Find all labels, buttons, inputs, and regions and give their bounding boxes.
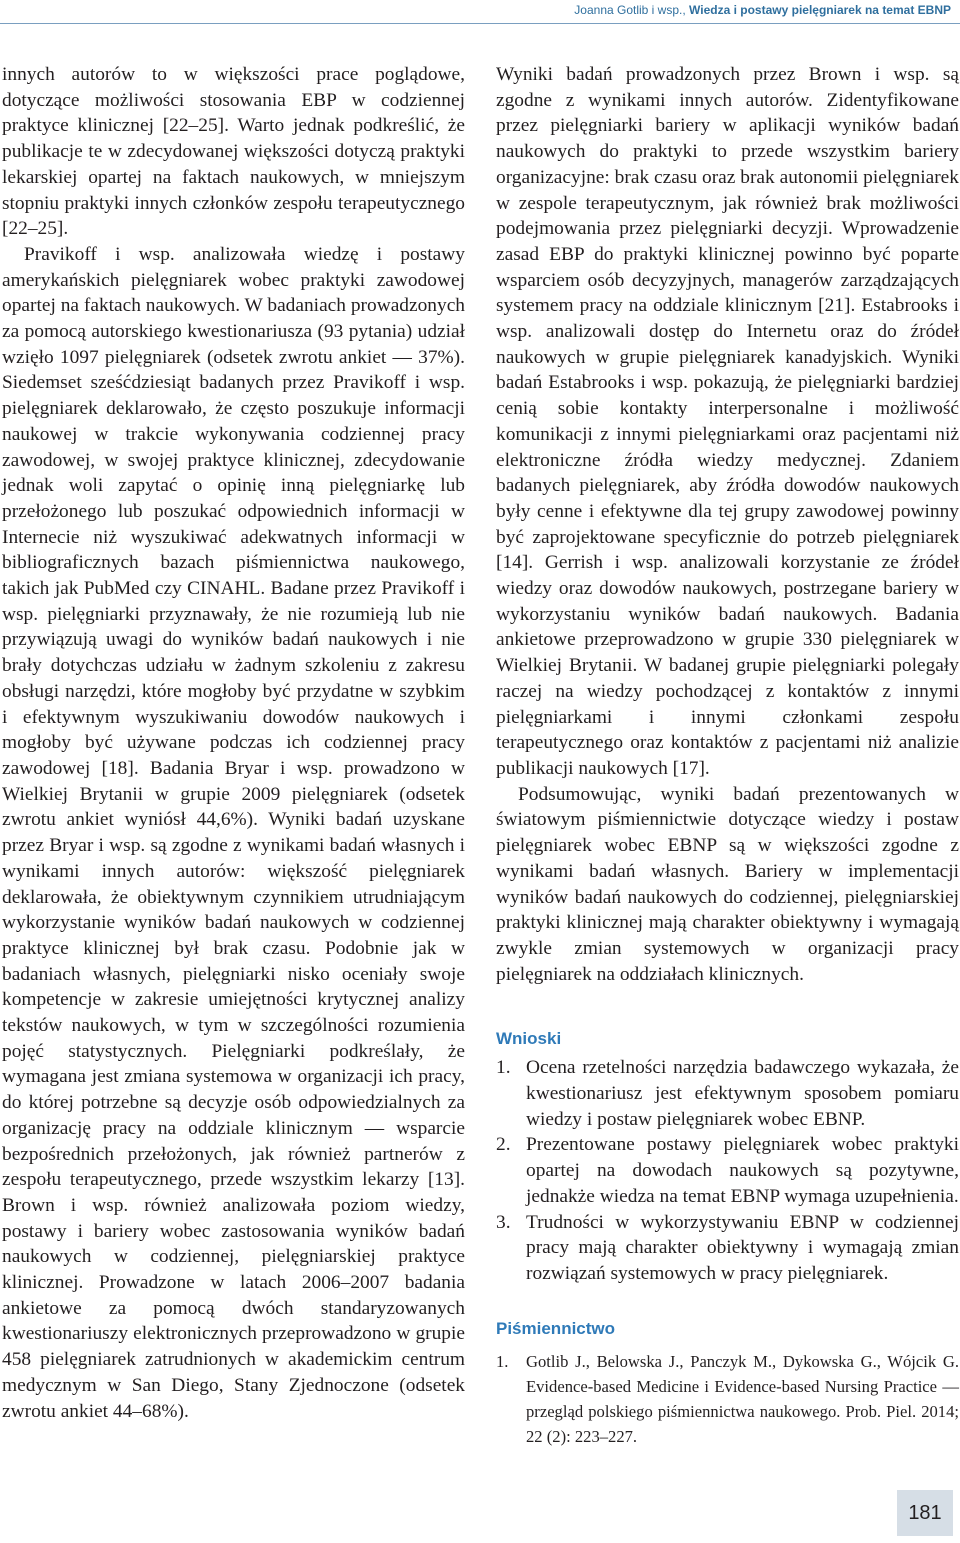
reference-text: Gotlib J., Belowska J., Panczyk M., Dykowska G., Wójcik G. Evidence-based Medicine i Evidence-based Nursing Practice — przegląd polskiego piśmiennictwa naukowego. Prob. Piel. 2014; 22 (2): 223–227.	[526, 1351, 959, 1446]
conclusion-text: Trudności w wykorzystywaniu EBNP w codziennej pracy mają charakter obiektywny i wymagają zmian rozwiązań systemowych w pracy pielęgniarek.	[526, 1211, 959, 1284]
body-paragraph: Pravikoff i wsp. analizowała wiedzę i postawy amerykańskich pielęgniarek wobec praktyki zawodowej opartej na faktach naukowych. W badaniach prowadzonych za pomocą autorskiego kwestionariusza (93 pytania) udział wzięło 1097 pielęgniarek (odsetek zwrotu ankiet — 37%). Siedemset sześćdziesiąt badanych przez Pravikoff i wsp. pielęgniarek deklarowało, że często poszukuje informacji naukowej w trakcie wykonywania codziennej pracy zawodowej, w swojej praktyce klinicznej, zdecydowanie jednak woli zapytać o opinię inną pielęgniarkę lub przełożonego lub poszukać odpowiednich informacji w Internecie niż wyszukiwać adekwatnych informacji w bibliograficznych bazach piśmiennictwa naukowego, takich jak PubMed czy CINAHL. Badane przez Pravikoff i wsp. pielęgniarki przyznawały, że nie rozumieją lub nie przywiązują uwagi do wyników badań naukowych i nie brały dotychczas udziału w żadnym szkoleniu z zakresu obsługi narzędzi, które mogłoby być przydatne w szybkim i efektywnym wyszukiwaniu dowodów naukowych i mogłoby być używane podczas ich codziennej pracy zawodowej [18]. Badania Bryar i wsp. prowadzono w Wielkiej Brytanii w grupie 2009 pielęgniarek (odsetek zwrotu ankiet wyniósł 44,6%). Wyniki badań uzyskane przez Bryar i wsp. są zgodne z wynikami badań własnych i wynikami innych autorów: większość pielęgniarek deklarowała, że obiektywnym czynnikiem utrudniającym wykorzystanie wyników badań naukowych w codziennej praktyce klinicznej był brak czasu. Podobnie jak w badaniach własnych, pielęgniarki nisko oceniały swoje kompetencje w zakresie umiejętności krytycznej analizy tekstów naukowych, w tym w szczególności rozumienia pojęć statystycznych. Pielęgniarki podkreślały, że wymagana jest zmiana systemowa w organizacji ich pracy, do której potrzebne są decyzje osób odpowiedzialnych za organizację pracy na oddziale klinicznym — wsparcie bezpośrednich przełożonych, jak również partnerów z zespołu terapeutycznego, przede wszystkim lekarzy [13]. Brown i wsp. również analizowała poziom wiedzy, postawy i bariery wobec zastosowania wyników badań naukowych w codziennej, pielęgniarskiej praktyce klinicznej. Prowadzone w latach 2006–2007 badania ankietowe za pomocą dwóch standaryzowanych kwestionariuszy elektronicznych przeprowadzono w grupie 458 pielęgniarek zatrudnionych w akademickim centrum medycznym w San Diego, Stany Zjednoczone (odsetek zwrotu ankiet 44–68%).	[2, 243, 465, 1422]
list-number: 2.	[496, 1134, 511, 1156]
conclusion-item	[496, 1132, 959, 1209]
body-paragraph: Podsumowując, wyniki badań prezentowanych w światowym piśmiennictwie dotyczące wiedzy i postaw pielęgniarek wobec EBNP są w większości zgodne z wynikami badań własnych. Bariery w implementacji wyników badań naukowych do codziennej, pielęgniarskiej praktyki klinicznej mają charakter obiektywny i wymagają zwykle zmian systemowych w organizacji pracy pielęgniarek na oddziałach klinicznych.	[496, 783, 959, 985]
conclusions-list	[496, 1055, 959, 1286]
conclusion-item	[496, 1210, 959, 1287]
header-authors: Joanna Gotlib i wsp.	[574, 3, 683, 17]
header-title: Wiedza i postawy pielęgniarek na temat EBNP	[689, 3, 951, 17]
references-list	[496, 1349, 959, 1449]
running-header	[0, 0, 960, 40]
conclusion-item	[496, 1055, 959, 1132]
page-number: 181	[897, 1490, 953, 1536]
left-column	[2, 62, 465, 1424]
body-paragraph: Wyniki badań prowadzonych przez Brown i wsp. są zgodne z wynikami innych autorów. Zidentyfikowane przez pielęgniarki bariery w aplikacji wyników badań naukowych do praktyki to przede wszystkim bariery organizacyjne: brak czasu oraz brak autonomii pielęgniarek w zespole terapeutycznym, jak również brak możliwości podejmowania przez pielęgniarki decyzji. Wprowadzenie zasad EBP do praktyki klinicznej powinno być poparte wsparciem osób decyzyjnych, managerów zarządzających systemem pracy na oddziale klinicznym [21]. Estabrooks i wsp. analizowali dostęp do Internetu oraz do źródeł naukowych w grupie pielęgniarek kanadyjskich. Wyniki badań Estabrooks i wsp. pokazują, że pielęgniarki bardziej cenią sobie kontakty interpersonalne i możliwość komunikacji z innymi pielęgniarkami oraz pacjentami niż elektroniczne źródła wiedzy medycznej. Zdaniem badanych pielęgniarek, aby źródła dowodów naukowych były cenne i efektywne dla tej grupy zawodowej powinny być zaprojektowane specyficznie do potrzeb pielęgniarek [14]. Gerrish i wsp. analizowali korzystanie ze źródeł wiedzy oraz dowodów naukowych, postrzegane bariery w wykorzystaniu wyników badań naukowych. Badania ankietowe przeprowadzono w grupie 330 pielęgniarek w Wielkiej Brytanii. W badanej grupie pielęgniarki polegały raczej na wiedzy pochodzącej z kontaktów z innymi pielęgniarkami i innymi członkami zespołu terapeutycznego oraz kontaktów z pacjentami niż analizie publikacji naukowych [17].	[496, 64, 959, 779]
header-rule	[0, 23, 960, 24]
list-number: 1.	[496, 1057, 511, 1079]
reference-item	[496, 1349, 959, 1449]
references-heading: Piśmiennictwo	[496, 1318, 616, 1338]
right-column	[496, 62, 959, 1449]
conclusion-text: Prezentowane postawy pielęgniarek wobec praktyki opartej na dowodach naukowych są pozytywne, jednakże wiedza na temat EBNP wymaga uzupełnienia.	[526, 1134, 959, 1207]
running-header-text	[574, 3, 951, 17]
conclusion-text: Ocena rzetelności narzędzia badawczego wykazała, że kwestionariusz jest efektywnym sposobem pomiaru wiedzy i postaw pielęgniarek wobec EBNP.	[526, 1057, 959, 1130]
list-number: 1.	[496, 1351, 509, 1371]
body-paragraph: innych autorów to w większości prace poglądowe, dotyczące możliwości stosowania EBP w codziennej praktyce klinicznej [22–25]. Warto jednak podkreślić, że publikacje te w zdecydowanej większości dotyczą praktyki lekarskiej opartej na faktach naukowych, w mniejszym stopniu praktyki innych członków zespołu terapeutycznego [22–25].	[2, 64, 465, 240]
header-separator: ,	[682, 3, 690, 17]
list-number: 3.	[496, 1211, 511, 1233]
conclusions-heading: Wnioski	[496, 1029, 562, 1049]
